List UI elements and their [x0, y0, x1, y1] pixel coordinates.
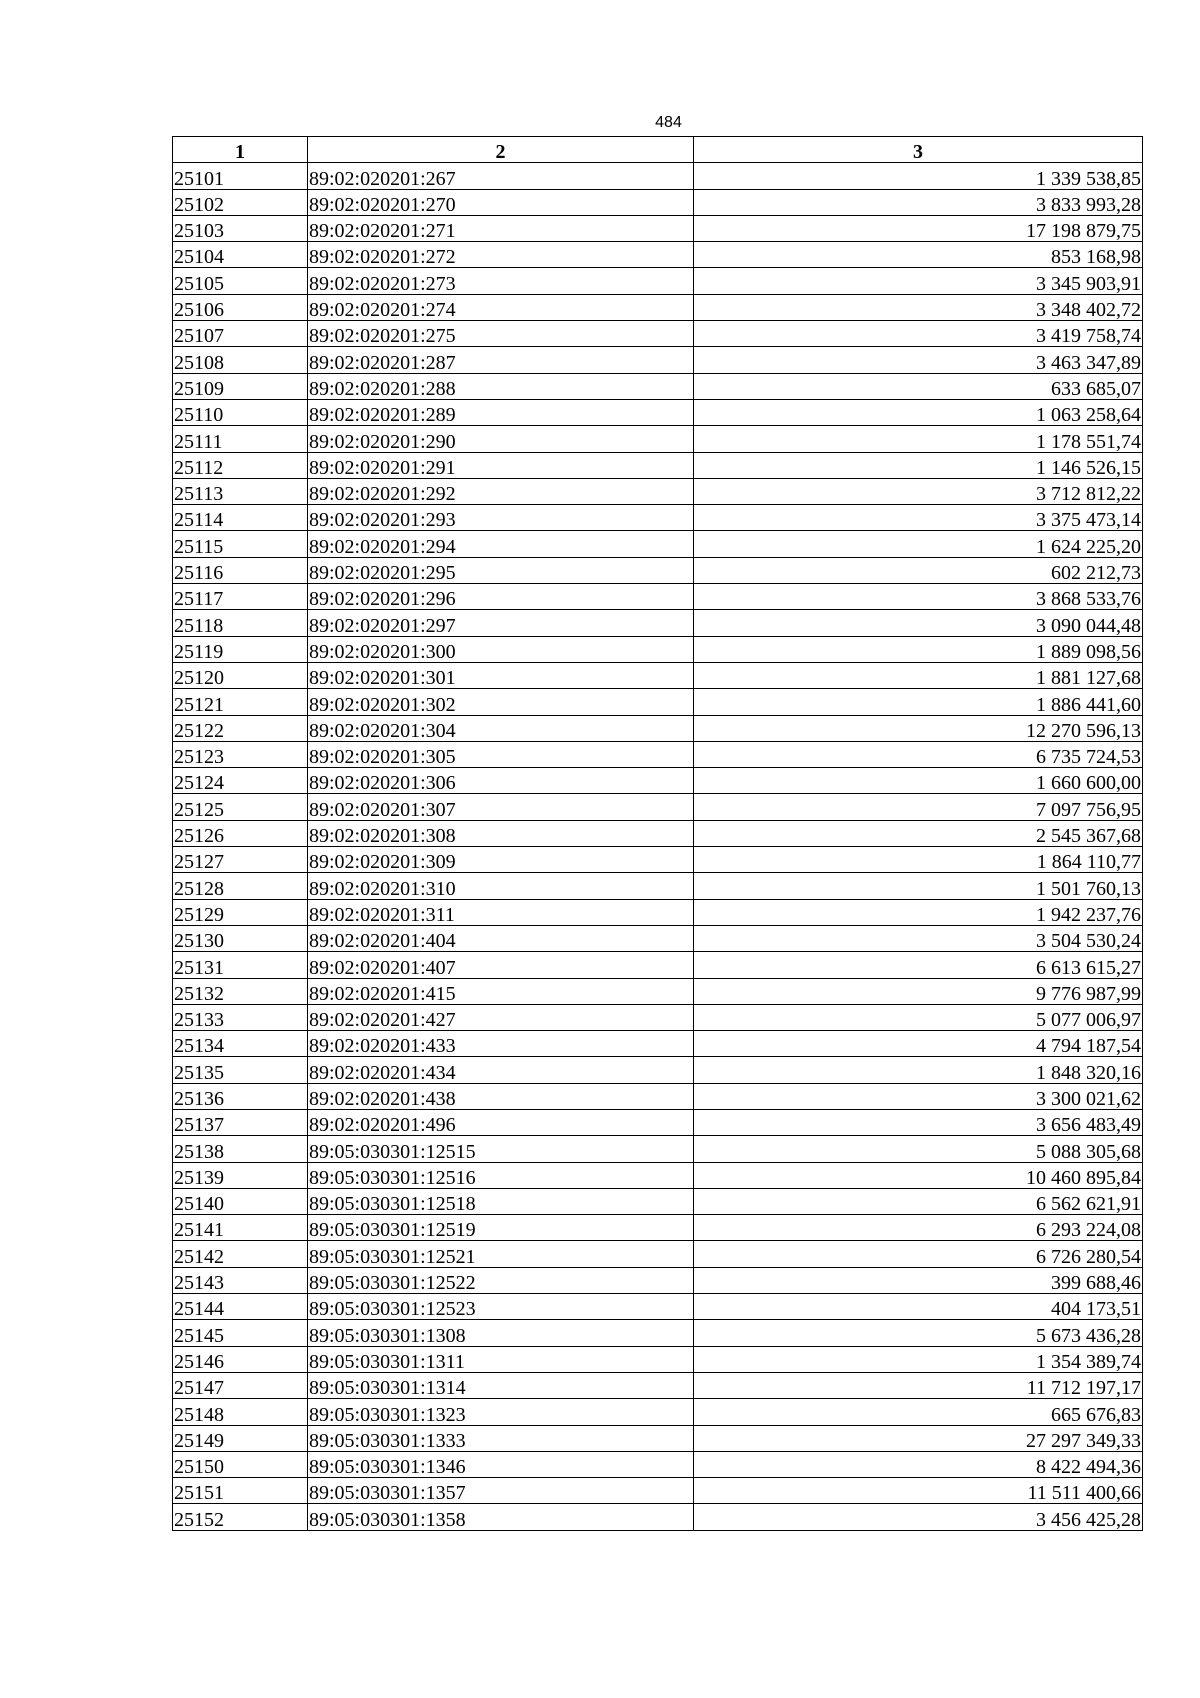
cadastral-number-cell: 89:02:020201:305 — [308, 741, 694, 767]
cadastral-number-cell: 89:05:030301:1358 — [308, 1504, 694, 1530]
table-row — [173, 1320, 1143, 1346]
page-number: 484 — [655, 114, 682, 131]
cadastral-number-cell: 89:02:020201:434 — [308, 1057, 694, 1083]
row-number-cell: 25104 — [173, 242, 308, 268]
row-number-cell: 25122 — [173, 715, 308, 741]
table-row — [173, 794, 1143, 820]
row-number-cell: 25118 — [173, 610, 308, 636]
cadastral-value-cell: 6 293 224,08 — [694, 1215, 1143, 1241]
row-number-cell: 25113 — [173, 478, 308, 504]
cadastral-number-cell: 89:02:020201:308 — [308, 820, 694, 846]
cadastral-number-cell: 89:02:020201:311 — [308, 899, 694, 925]
cadastral-value-cell: 1 942 237,76 — [694, 899, 1143, 925]
row-number-cell: 25115 — [173, 531, 308, 557]
cadastral-value-cell: 5 673 436,28 — [694, 1320, 1143, 1346]
row-number-cell: 25136 — [173, 1083, 308, 1109]
row-number-cell: 25112 — [173, 452, 308, 478]
cadastral-value-cell: 12 270 596,13 — [694, 715, 1143, 741]
cadastral-value-cell: 1 624 225,20 — [694, 531, 1143, 557]
cadastral-number-cell: 89:02:020201:307 — [308, 794, 694, 820]
row-number-cell: 25130 — [173, 925, 308, 951]
cadastral-number-cell: 89:02:020201:304 — [308, 715, 694, 741]
cadastral-number-cell: 89:02:020201:297 — [308, 610, 694, 636]
row-number-cell: 25102 — [173, 189, 308, 215]
row-number-cell: 25134 — [173, 1031, 308, 1057]
table-row — [173, 952, 1143, 978]
cadastral-value-cell: 11 511 400,66 — [694, 1478, 1143, 1504]
cadastral-value-cell: 5 088 305,68 — [694, 1136, 1143, 1162]
table-body — [173, 163, 1143, 1530]
cadastral-number-cell: 89:02:020201:267 — [308, 163, 694, 189]
row-number-cell: 25120 — [173, 662, 308, 688]
row-number-cell: 25123 — [173, 741, 308, 767]
cadastral-number-cell: 89:05:030301:1357 — [308, 1478, 694, 1504]
table-row — [173, 426, 1143, 452]
cadastral-number-cell: 89:02:020201:271 — [308, 215, 694, 241]
row-number-cell: 25110 — [173, 399, 308, 425]
table-row — [173, 268, 1143, 294]
cadastral-number-cell: 89:02:020201:407 — [308, 952, 694, 978]
cadastral-number-cell: 89:05:030301:1308 — [308, 1320, 694, 1346]
table-row — [173, 636, 1143, 662]
row-number-cell: 25151 — [173, 1478, 308, 1504]
table-row — [173, 373, 1143, 399]
table-row — [173, 1267, 1143, 1293]
table-row — [173, 689, 1143, 715]
cadastral-number-cell: 89:02:020201:309 — [308, 847, 694, 873]
row-number-cell: 25116 — [173, 557, 308, 583]
cadastral-value-cell: 7 097 756,95 — [694, 794, 1143, 820]
cadastral-number-cell: 89:02:020201:306 — [308, 768, 694, 794]
cadastral-value-cell: 1 339 538,85 — [694, 163, 1143, 189]
cadastral-number-cell: 89:02:020201:270 — [308, 189, 694, 215]
cadastral-number-cell: 89:05:030301:12516 — [308, 1162, 694, 1188]
cadastral-value-cell: 6 613 615,27 — [694, 952, 1143, 978]
cadastral-number-cell: 89:05:030301:1323 — [308, 1399, 694, 1425]
table-row — [173, 1425, 1143, 1451]
cadastral-value-cell: 8 422 494,36 — [694, 1451, 1143, 1477]
row-number-cell: 25121 — [173, 689, 308, 715]
cadastral-value-cell: 3 419 758,74 — [694, 321, 1143, 347]
row-number-cell: 25119 — [173, 636, 308, 662]
cadastral-number-cell: 89:02:020201:274 — [308, 294, 694, 320]
cadastral-value-cell: 6 726 280,54 — [694, 1241, 1143, 1267]
cadastral-value-cell: 1 881 127,68 — [694, 662, 1143, 688]
cadastral-number-cell: 89:02:020201:427 — [308, 1004, 694, 1030]
row-number-cell: 25138 — [173, 1136, 308, 1162]
cadastral-value-cell: 3 463 347,89 — [694, 347, 1143, 373]
cadastral-number-cell: 89:02:020201:310 — [308, 873, 694, 899]
row-number-cell: 25129 — [173, 899, 308, 925]
cadastral-number-cell: 89:05:030301:12518 — [308, 1188, 694, 1214]
row-number-cell: 25109 — [173, 373, 308, 399]
cadastral-value-cell: 3 712 812,22 — [694, 478, 1143, 504]
row-number-cell: 25132 — [173, 978, 308, 1004]
row-number-cell: 25126 — [173, 820, 308, 846]
cadastral-number-cell: 89:02:020201:300 — [308, 636, 694, 662]
cadastral-value-cell: 9 776 987,99 — [694, 978, 1143, 1004]
cadastral-value-cell: 1 660 600,00 — [694, 768, 1143, 794]
cadastral-value-cell: 3 656 483,49 — [694, 1109, 1143, 1135]
cadastral-value-cell: 1 848 320,16 — [694, 1057, 1143, 1083]
cadastral-number-cell: 89:05:030301:1314 — [308, 1372, 694, 1398]
row-number-cell: 25117 — [173, 584, 308, 610]
cadastral-value-cell: 27 297 349,33 — [694, 1425, 1143, 1451]
table-row — [173, 715, 1143, 741]
cadastral-value-cell: 17 198 879,75 — [694, 215, 1143, 241]
table-row — [173, 1162, 1143, 1188]
cadastral-value-cell: 11 712 197,17 — [694, 1372, 1143, 1398]
table-row — [173, 163, 1143, 189]
table-row — [173, 1504, 1143, 1530]
table-row — [173, 1451, 1143, 1477]
cadastral-value-cell: 3 868 533,76 — [694, 584, 1143, 610]
table-row — [173, 1188, 1143, 1214]
table-row — [173, 347, 1143, 373]
cadastral-value-cell: 1 501 760,13 — [694, 873, 1143, 899]
table-row — [173, 584, 1143, 610]
table-row — [173, 1109, 1143, 1135]
column-header-3: 3 — [694, 137, 1143, 163]
row-number-cell: 25127 — [173, 847, 308, 873]
row-number-cell: 25143 — [173, 1267, 308, 1293]
table-row — [173, 1083, 1143, 1109]
cadastral-number-cell: 89:05:030301:1311 — [308, 1346, 694, 1372]
cadastral-number-cell: 89:02:020201:433 — [308, 1031, 694, 1057]
table-row — [173, 399, 1143, 425]
row-number-cell: 25144 — [173, 1294, 308, 1320]
table-row — [173, 820, 1143, 846]
cadastral-number-cell: 89:05:030301:12523 — [308, 1294, 694, 1320]
table-row — [173, 478, 1143, 504]
cadastral-value-table — [172, 136, 1143, 1531]
row-number-cell: 25124 — [173, 768, 308, 794]
table-row — [173, 1294, 1143, 1320]
row-number-cell: 25103 — [173, 215, 308, 241]
table-row — [173, 1004, 1143, 1030]
cadastral-number-cell: 89:02:020201:438 — [308, 1083, 694, 1109]
cadastral-value-cell: 3 375 473,14 — [694, 505, 1143, 531]
cadastral-value-cell: 3 833 993,28 — [694, 189, 1143, 215]
cadastral-number-cell: 89:02:020201:301 — [308, 662, 694, 688]
table-row — [173, 1241, 1143, 1267]
cadastral-number-cell: 89:02:020201:290 — [308, 426, 694, 452]
row-number-cell: 25101 — [173, 163, 308, 189]
cadastral-number-cell: 89:05:030301:12522 — [308, 1267, 694, 1293]
table-row — [173, 1372, 1143, 1398]
cadastral-number-cell: 89:02:020201:272 — [308, 242, 694, 268]
row-number-cell: 25106 — [173, 294, 308, 320]
row-number-cell: 25146 — [173, 1346, 308, 1372]
row-number-cell: 25152 — [173, 1504, 308, 1530]
cadastral-value-cell: 1 889 098,56 — [694, 636, 1143, 662]
row-number-cell: 25114 — [173, 505, 308, 531]
cadastral-number-cell: 89:02:020201:275 — [308, 321, 694, 347]
table-row — [173, 294, 1143, 320]
table-row — [173, 899, 1143, 925]
table-row — [173, 768, 1143, 794]
row-number-cell: 25111 — [173, 426, 308, 452]
cadastral-value-cell: 3 300 021,62 — [694, 1083, 1143, 1109]
row-number-cell: 25145 — [173, 1320, 308, 1346]
table-row — [173, 505, 1143, 531]
table-row — [173, 1031, 1143, 1057]
table-row — [173, 741, 1143, 767]
cadastral-number-cell: 89:05:030301:12515 — [308, 1136, 694, 1162]
row-number-cell: 25135 — [173, 1057, 308, 1083]
cadastral-value-cell: 3 348 402,72 — [694, 294, 1143, 320]
row-number-cell: 25147 — [173, 1372, 308, 1398]
cadastral-number-cell: 89:02:020201:288 — [308, 373, 694, 399]
cadastral-value-cell: 1 886 441,60 — [694, 689, 1143, 715]
cadastral-value-cell: 404 173,51 — [694, 1294, 1143, 1320]
table-row — [173, 215, 1143, 241]
cadastral-number-cell: 89:02:020201:296 — [308, 584, 694, 610]
row-number-cell: 25108 — [173, 347, 308, 373]
cadastral-value-cell: 1 178 551,74 — [694, 426, 1143, 452]
cadastral-number-cell: 89:02:020201:293 — [308, 505, 694, 531]
cadastral-value-cell: 3 345 903,91 — [694, 268, 1143, 294]
cadastral-value-cell: 5 077 006,97 — [694, 1004, 1143, 1030]
cadastral-number-cell: 89:02:020201:404 — [308, 925, 694, 951]
cadastral-number-cell: 89:05:030301:1346 — [308, 1451, 694, 1477]
row-number-cell: 25128 — [173, 873, 308, 899]
cadastral-value-cell: 602 212,73 — [694, 557, 1143, 583]
cadastral-number-cell: 89:02:020201:273 — [308, 268, 694, 294]
cadastral-value-cell: 399 688,46 — [694, 1267, 1143, 1293]
cadastral-value-cell: 1 354 389,74 — [694, 1346, 1143, 1372]
cadastral-value-cell: 6 735 724,53 — [694, 741, 1143, 767]
cadastral-value-cell: 4 794 187,54 — [694, 1031, 1143, 1057]
cadastral-number-cell: 89:02:020201:287 — [308, 347, 694, 373]
cadastral-value-cell: 853 168,98 — [694, 242, 1143, 268]
cadastral-value-cell: 1 864 110,77 — [694, 847, 1143, 873]
cadastral-value-cell: 1 063 258,64 — [694, 399, 1143, 425]
row-number-cell: 25125 — [173, 794, 308, 820]
table-row — [173, 1215, 1143, 1241]
table-row — [173, 1346, 1143, 1372]
cadastral-value-cell: 10 460 895,84 — [694, 1162, 1143, 1188]
table-row — [173, 1057, 1143, 1083]
cadastral-number-cell: 89:02:020201:289 — [308, 399, 694, 425]
cadastral-number-cell: 89:05:030301:1333 — [308, 1425, 694, 1451]
row-number-cell: 25141 — [173, 1215, 308, 1241]
row-number-cell: 25133 — [173, 1004, 308, 1030]
row-number-cell: 25150 — [173, 1451, 308, 1477]
row-number-cell: 25107 — [173, 321, 308, 347]
cadastral-value-cell: 3 090 044,48 — [694, 610, 1143, 636]
cadastral-number-cell: 89:02:020201:291 — [308, 452, 694, 478]
cadastral-number-cell: 89:02:020201:496 — [308, 1109, 694, 1135]
cadastral-number-cell: 89:02:020201:415 — [308, 978, 694, 1004]
table-row — [173, 847, 1143, 873]
row-number-cell: 25148 — [173, 1399, 308, 1425]
row-number-cell: 25140 — [173, 1188, 308, 1214]
table-row — [173, 925, 1143, 951]
table-row — [173, 1399, 1143, 1425]
row-number-cell: 25142 — [173, 1241, 308, 1267]
table-row — [173, 189, 1143, 215]
cadastral-value-cell: 3 456 425,28 — [694, 1504, 1143, 1530]
column-header-2: 2 — [308, 137, 694, 163]
table-row — [173, 242, 1143, 268]
cadastral-value-cell: 633 685,07 — [694, 373, 1143, 399]
table-row — [173, 610, 1143, 636]
cadastral-number-cell: 89:05:030301:12519 — [308, 1215, 694, 1241]
row-number-cell: 25131 — [173, 952, 308, 978]
table-row — [173, 557, 1143, 583]
table-row — [173, 662, 1143, 688]
table-row — [173, 452, 1143, 478]
cadastral-value-cell: 3 504 530,24 — [694, 925, 1143, 951]
table-row — [173, 1478, 1143, 1504]
cadastral-number-cell: 89:02:020201:292 — [308, 478, 694, 504]
cadastral-number-cell: 89:05:030301:12521 — [308, 1241, 694, 1267]
table-row — [173, 1136, 1143, 1162]
table-header-row — [173, 137, 1143, 163]
row-number-cell: 25137 — [173, 1109, 308, 1135]
cadastral-value-cell: 2 545 367,68 — [694, 820, 1143, 846]
row-number-cell: 25105 — [173, 268, 308, 294]
cadastral-value-cell: 6 562 621,91 — [694, 1188, 1143, 1214]
cadastral-value-cell: 1 146 526,15 — [694, 452, 1143, 478]
cadastral-number-cell: 89:02:020201:302 — [308, 689, 694, 715]
row-number-cell: 25139 — [173, 1162, 308, 1188]
column-header-1: 1 — [173, 137, 308, 163]
table-row — [173, 873, 1143, 899]
table-row — [173, 978, 1143, 1004]
table-row — [173, 531, 1143, 557]
row-number-cell: 25149 — [173, 1425, 308, 1451]
cadastral-value-cell: 665 676,83 — [694, 1399, 1143, 1425]
cadastral-number-cell: 89:02:020201:294 — [308, 531, 694, 557]
cadastral-number-cell: 89:02:020201:295 — [308, 557, 694, 583]
table-row — [173, 321, 1143, 347]
